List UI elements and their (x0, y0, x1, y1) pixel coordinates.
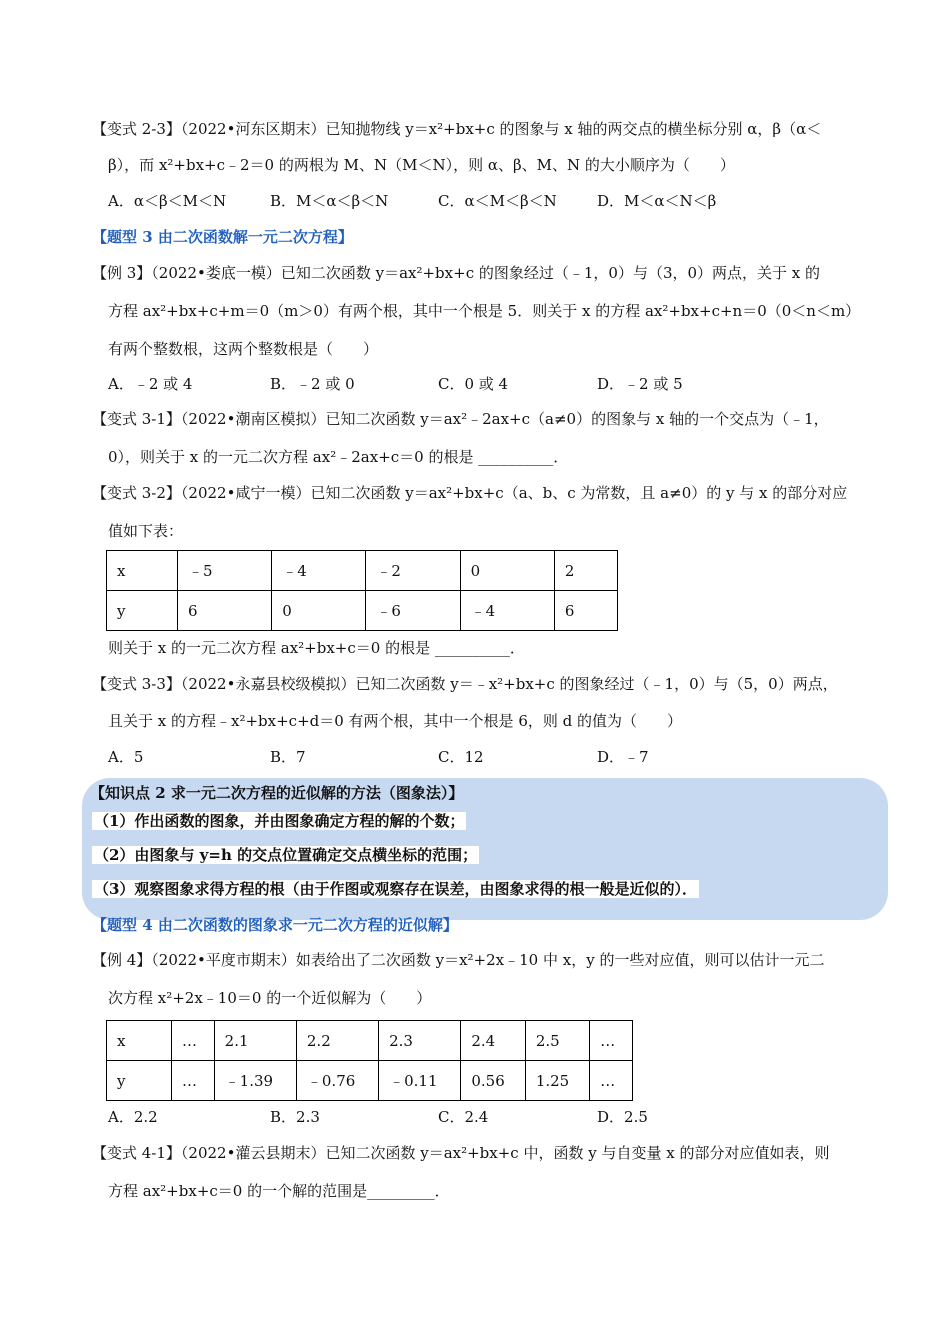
v23-line1: 【变式 2-3】（2022•河东区期末）已知抛物线 y＝x²+bx+c 的图象与 x 轴的两交点的横坐标分别 α，β（α＜ (92, 120, 822, 138)
table-cell: 1.25 (525, 1061, 589, 1101)
kp2-item-1-text: （1）作出函数的图象，并由图象确定方程的解的个数； (94, 812, 465, 830)
v31-line2: 0），则关于 x 的一元二次方程 ax²﹣2ax+c＝0 的根是 __________． (108, 448, 569, 466)
ex3-option-d: D．﹣2 或 5 (597, 375, 683, 393)
table-cell: ﹣0.11 (379, 1061, 461, 1101)
kp2-item-1 (92, 810, 466, 832)
ex3-option-a: A．﹣2 或 4 (108, 375, 193, 393)
kp2-item-2-text: （2）由图象与 y=h 的交点位置确定交点横坐标的范围； (94, 846, 478, 864)
table-cell: 6 (178, 591, 272, 631)
table-cell: ﹣0.76 (296, 1061, 378, 1101)
v33-line2: 且关于 x 的方程﹣x²+bx+c+d＝0 有两个根，其中一个根是 6，则 d 的值为（ ） (108, 712, 683, 730)
v32-line1: 【变式 3-2】（2022•咸宁一模）已知二次函数 y＝ax²+bx+c（a、b、c 为常数，且 a≠0）的 y 与 x 的部分对应 (92, 484, 848, 502)
kp2-item-2 (92, 844, 479, 866)
table-cell: … (590, 1061, 633, 1101)
table-cell: ﹣1.39 (214, 1061, 296, 1101)
kp2-title: 【知识点 2 求一元二次方程的近似解的方法（图象法）】 (90, 784, 464, 802)
v32-line3: 则关于 x 的一元二次方程 ax²+bx+c＝0 的根是 __________． (108, 639, 525, 657)
table-cell: ﹣4 (460, 591, 554, 631)
table-row (107, 591, 618, 631)
v31-line1: 【变式 3-1】（2022•潮南区模拟）已知二次函数 y＝ax²﹣2ax+c（a≠0）的图象与 x 轴的一个交点为（﹣1， (92, 410, 829, 428)
table-cell: ﹣5 (178, 551, 272, 591)
v33-line1: 【变式 3-3】（2022•永嘉县校级模拟）已知二次函数 y＝﹣x²+bx+c 的图象经过（﹣1，0）与（5，0）两点， (92, 675, 838, 693)
v23-option-c: C．α＜M＜β＜N (438, 192, 557, 210)
ex4-option-c: C．2.4 (438, 1108, 489, 1126)
table-cell: 2.1 (214, 1021, 296, 1061)
v33-option-c: C．12 (438, 748, 484, 766)
table-cell: ﹣6 (366, 591, 460, 631)
table-row (107, 1021, 633, 1061)
ex3-line3: 有两个整数根，这两个整数根是（ ） (108, 340, 379, 358)
table-row (107, 1061, 633, 1101)
v33-option-a: A．5 (108, 748, 144, 766)
table-cell: 2 (554, 551, 617, 591)
table-cell: x (107, 551, 178, 591)
table-cell: y (107, 1061, 172, 1101)
ex4-option-b: B．2.3 (270, 1108, 320, 1126)
ex4-line2: 次方程 x²+2x﹣10＝0 的一个近似解为（ ） (108, 989, 432, 1007)
table-cell: 2.5 (525, 1021, 589, 1061)
ex4-option-d: D．2.5 (597, 1108, 648, 1126)
table-cell: ﹣2 (366, 551, 460, 591)
table-cell: 2.3 (379, 1021, 461, 1061)
ex4-option-a: A．2.2 (108, 1108, 158, 1126)
v23-line2: β），而 x²+bx+c﹣2＝0 的两根为 M、N（M＜N），则 α、β、M、N 的大小顺序为（ ） (108, 156, 735, 174)
kp2-item-3-text: （3）观察图象求得方程的根（由于作图或观察存在误差，由图象求得的根一般是近似的）． (94, 880, 697, 898)
ex3-option-c: C．0 或 4 (438, 375, 509, 393)
v23-option-b: B．M＜α＜β＜N (270, 192, 389, 210)
table-cell: 2.4 (461, 1021, 525, 1061)
table-cell: 6 (554, 591, 617, 631)
v33-option-b: B．7 (270, 748, 306, 766)
v23-option-a: A．α＜β＜M＜N (108, 192, 227, 210)
type4-heading: 【题型 4 由二次函数的图象求一元二次方程的近似解】 (92, 916, 458, 934)
ex4-line1: 【例 4】（2022•平度市期末）如表给出了二次函数 y＝x²+2x﹣10 中 x，y 的一些对应值，则可以估计一元二 (92, 951, 825, 969)
table-cell: 0 (460, 551, 554, 591)
table-cell: 0.56 (461, 1061, 525, 1101)
table-cell: y (107, 591, 178, 631)
ex3-line2: 方程 ax²+bx+c+m＝0（m＞0）有两个根，其中一个根是 5．则关于 x 的方程 ax²+bx+c+n＝0（0＜n＜m） (108, 302, 861, 320)
ex3-option-b: B．﹣2 或 0 (270, 375, 355, 393)
table-cell: … (172, 1021, 215, 1061)
v32-line2: 值如下表： (108, 522, 184, 540)
type3-heading: 【题型 3 由二次函数解一元二次方程】 (92, 228, 353, 246)
table-cell: 0 (272, 591, 366, 631)
v41-line1: 【变式 4-1】（2022•灌云县期末）已知二次函数 y＝ax²+bx+c 中，函数 y 与自变量 x 的部分对应值如表，则 (92, 1144, 830, 1162)
ex3-line1: 【例 3】（2022•娄底一模）已知二次函数 y＝ax²+bx+c 的图象经过（﹣1，0）与（3，0）两点，关于 x 的 (92, 264, 821, 282)
table-cell: … (590, 1021, 633, 1061)
table-row (107, 551, 618, 591)
v33-option-d: D．﹣7 (597, 748, 649, 766)
table-cell: 2.2 (296, 1021, 378, 1061)
v41-line2: 方程 ax²+bx+c＝0 的一个解的范围是_________． (108, 1182, 450, 1200)
table-cell: … (172, 1061, 215, 1101)
table-cell: ﹣4 (272, 551, 366, 591)
kp2-item-3 (92, 878, 699, 900)
table-cell: x (107, 1021, 172, 1061)
v32-value-table (106, 550, 618, 631)
ex4-value-table (106, 1020, 633, 1101)
v23-option-d: D．M＜α＜N＜β (597, 192, 717, 210)
